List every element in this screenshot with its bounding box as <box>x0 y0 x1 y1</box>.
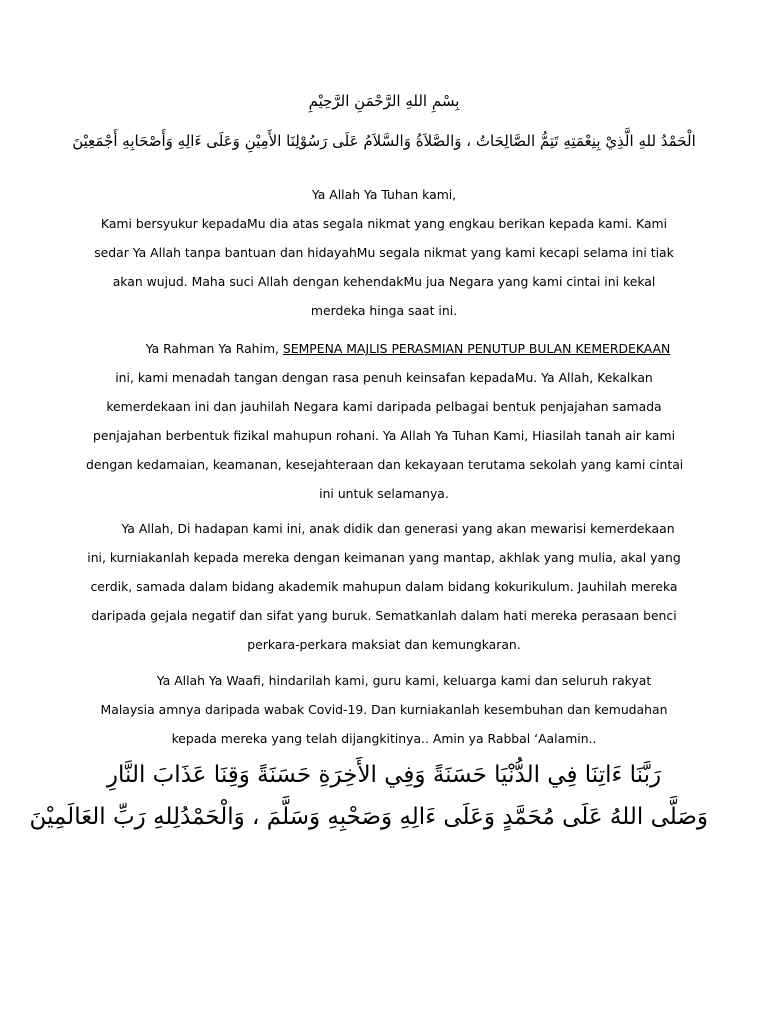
paragraph-line: Ya Allah, Di hadapan kami ini, anak didik dan generasi yang akan mewarisi kemerdekaan <box>121 521 675 536</box>
paragraph-line: ini, kurniakanlah kepada mereka dengan keimanan yang mantap, akhlak yang mulia, akal yang <box>87 550 681 565</box>
paragraph-line: sedar Ya Allah tanpa bantuan dan hidayahMu segala nikmat yang kami kecapi selama ini tiak <box>94 245 674 260</box>
paragraph-line: daripada gejala negatif dan sifat yang buruk. Sematkanlah dalam hati mereka perasaan benci <box>91 608 677 623</box>
paragraph-4 <box>86 666 682 753</box>
paragraph-line: cerdik, samada dalam bidang akademik mahupun dalam bidang kokurikulum. Jauhilah mereka <box>90 579 678 594</box>
paragraph-line: dengan kedamaian, keamanan, kesejahteraan dan kekayaan terutama sekolah yang kami cintai <box>86 457 684 472</box>
paragraph-line: Ya Allah Ya Tuhan kami, <box>311 187 457 202</box>
paragraph-opening-text: Ya Rahman Ya Rahim, <box>145 341 283 356</box>
paragraph-line: kemerdekaan ini dan jauhilah Negara kami daripada pelbagai bentuk penjajahan samada <box>106 399 662 414</box>
paragraph-line: penjajahan berbentuk fizikal mahupun rohani. Ya Allah Ya Tuhan Kami, Hiasilah tanah air kami <box>92 428 676 443</box>
hamdalah: الْحَمْدُ للهِ الَّذِيْ بِنِعْمَتِهِ تَتِمُّ الصَّالِحَاتُ ، وَالصَّلاَةُ وَالسَّلاَمُ عَلَى رَسُوْلِنَا الأَمِيْنِ وَعَلَى ءَالِهِ وَأَصْحَابِهِ أَجْمَعِيْنَ <box>72 132 696 150</box>
closing-doa-line-2: وَصَلَّى اللهُ عَلَى مُحَمَّدٍ وَعَلَى ءَالِهِ وَصَحْبِهِ وَسَلَّمَ ، وَالْحَمْدُلِلهِ رَبِّ العَالَمِيْنَ <box>29 804 708 830</box>
paragraph-line: Ya Allah Ya Waafi, hindarilah kami, guru kami, keluarga kami dan seluruh rakyat <box>156 673 652 688</box>
paragraph-first-line <box>86 334 682 363</box>
paragraph-1 <box>86 180 682 325</box>
paragraph-line: perkara-perkara maksiat dan kemungkaran. <box>247 637 521 652</box>
paragraph-line: ini untuk selamanya. <box>319 486 449 501</box>
paragraph-line: kepada mereka yang telah dijangkitinya.. Amin ya Rabbal ‘Aalamin.. <box>171 731 597 746</box>
paragraph-line: Kami bersyukur kepadaMu dia atas segala nikmat yang engkau berikan kepada kami. Kami <box>100 216 668 231</box>
event-title-underlined: SEMPENA MAJLIS PERASMIAN PENUTUP BULAN KEMERDEKAAN <box>282 341 671 356</box>
basmalah: بِسْمِ اللهِ الرَّحْمَنِ الرَّحِيْمِ <box>308 92 460 110</box>
paragraph-line: ini, kami menadah tangan dengan rasa penuh keinsafan kepadaMu. Ya Allah, Kekalkan <box>115 370 653 385</box>
paragraph-line: akan wujud. Maha suci Allah dengan kehendakMu jua Negara yang kami cintai ini kekal <box>112 274 656 289</box>
paragraph-3 <box>86 514 682 659</box>
paragraph-line: merdeka hinga saat ini. <box>310 303 458 318</box>
closing-doa-line-1: رَبَّنَا ءَاتِنَا فِي الدُّنْيَا حَسَنَةً وَفِي الأَخِرَةِ حَسَنَةً وَقِنَا عَذَابَ النَّارِ <box>106 762 662 788</box>
paragraph-2 <box>86 334 682 508</box>
paragraph-line: Malaysia amnya daripada wabak Covid-19. Dan kurniakanlah kesembuhan dan kemudahan <box>100 702 668 717</box>
